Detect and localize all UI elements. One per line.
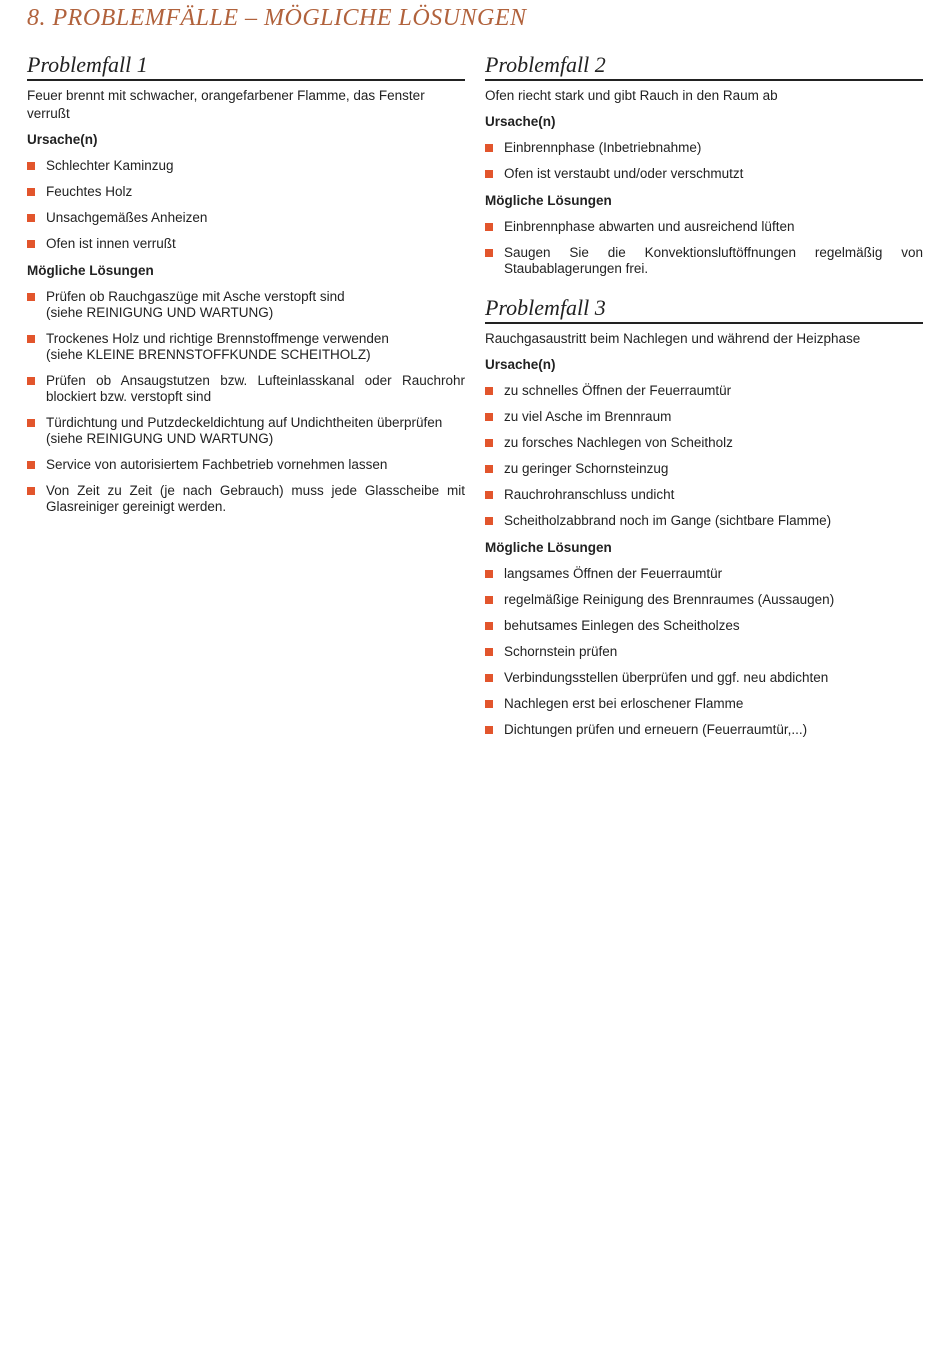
section-label: Ursache(n) (485, 114, 556, 129)
list-item-text: Dichtungen prüfen und erneuern (Feuerraumtür,...) (504, 722, 808, 737)
square-bullet-icon (485, 491, 493, 499)
list-item-text: zu geringer Schornsteinzug (504, 461, 669, 476)
square-bullet-icon (27, 487, 35, 495)
square-bullet-icon (27, 377, 35, 385)
list-item-text: Schornstein prüfen (504, 644, 618, 659)
list-item-text: Prüfen ob Ansaugstutzen bzw. Lufteinlasskanal oder Rauchrohr blockiert bzw. verstopft sind (46, 373, 465, 404)
list-item (485, 670, 923, 686)
list-item (485, 166, 923, 182)
list-item (485, 245, 923, 277)
list-item-text: langsames Öffnen der Feuerraumtür (504, 566, 723, 581)
list-item (485, 618, 923, 634)
square-bullet-icon (485, 170, 493, 178)
list-item (27, 289, 465, 321)
list-item-text: behutsames Einlegen des Scheitholzes (504, 618, 740, 633)
case-description: Ofen riecht stark und gibt Rauch in den Raum ab (485, 88, 778, 103)
square-bullet-icon (27, 293, 35, 301)
square-bullet-icon (27, 188, 35, 196)
item-list (27, 158, 465, 252)
list-item-text: Saugen Sie die Konvektionsluftöffnungen regelmäßig von Staubablagerungen frei. (504, 245, 923, 276)
section-label: Mögliche Lösungen (27, 263, 154, 278)
list-item (485, 644, 923, 660)
square-bullet-icon (485, 700, 493, 708)
item-list (485, 566, 923, 738)
list-item (27, 184, 465, 200)
list-item-text: Einbrennphase abwarten und ausreichend lüften (504, 219, 795, 234)
problem-case (27, 52, 465, 515)
list-item-text: Ofen ist verstaubt und/oder verschmutzt (504, 166, 744, 181)
item-list (485, 383, 923, 529)
list-item-text: Nachlegen erst bei erloschener Flamme (504, 696, 744, 711)
list-item-text: Prüfen ob Rauchgaszüge mit Asche verstopft sind (siehe REINIGUNG UND WARTUNG) (46, 289, 345, 320)
list-item (485, 219, 923, 235)
list-item (27, 457, 465, 473)
list-item (27, 158, 465, 174)
square-bullet-icon (27, 419, 35, 427)
list-item (485, 409, 923, 425)
list-item (27, 210, 465, 226)
list-item-text: Rauchrohranschluss undicht (504, 487, 675, 502)
list-item (485, 383, 923, 399)
list-item-text: Feuchtes Holz (46, 184, 133, 199)
list-item (27, 236, 465, 252)
square-bullet-icon (485, 249, 493, 257)
square-bullet-icon (485, 413, 493, 421)
right-column (485, 52, 923, 756)
square-bullet-icon (485, 439, 493, 447)
page-title: 8. PROBLEMFÄLLE – MÖGLICHE LÖSUNGEN (27, 5, 527, 31)
list-item-text: Scheitholzabbrand noch im Gange (sichtbare Flamme) (504, 513, 832, 528)
square-bullet-icon (27, 162, 35, 170)
list-item-text: Türdichtung und Putzdeckeldichtung auf Undichtheiten überprüfen (siehe REINIGUNG UND WARTUNG) (46, 415, 443, 446)
square-bullet-icon (485, 223, 493, 231)
square-bullet-icon (485, 726, 493, 734)
list-item (485, 461, 923, 477)
problem-case (485, 295, 923, 738)
square-bullet-icon (485, 387, 493, 395)
list-item-text: Service von autorisiertem Fachbetrieb vornehmen lassen (46, 457, 388, 472)
list-item-text: Von Zeit zu Zeit (je nach Gebrauch) muss jede Glasscheibe mit Glasreiniger gereinigt werden. (46, 483, 465, 514)
case-heading: Problemfall 2 (485, 52, 923, 81)
list-item-text: Schlechter Kaminzug (46, 158, 174, 173)
list-item (27, 373, 465, 405)
list-item (485, 140, 923, 156)
list-item-text: Unsachgemäßes Anheizen (46, 210, 208, 225)
case-heading: Problemfall 3 (485, 295, 923, 324)
square-bullet-icon (485, 596, 493, 604)
list-item (485, 435, 923, 451)
case-description: Feuer brennt mit schwacher, orangefarbener Flamme, das Fenster verrußt (27, 88, 425, 121)
section-label: Ursache(n) (485, 357, 556, 372)
list-item-text: zu schnelles Öffnen der Feuerraumtür (504, 383, 732, 398)
case-heading: Problemfall 1 (27, 52, 465, 81)
list-item-text: regelmäßige Reinigung des Brennraumes (Aussaugen) (504, 592, 835, 607)
list-item-text: Ofen ist innen verrußt (46, 236, 176, 251)
left-column (27, 52, 465, 533)
problem-case (485, 52, 923, 277)
square-bullet-icon (27, 214, 35, 222)
list-item (27, 415, 465, 447)
item-list (27, 289, 465, 515)
list-item (485, 513, 923, 529)
square-bullet-icon (485, 465, 493, 473)
list-item (485, 722, 923, 738)
list-item-text: zu viel Asche im Brennraum (504, 409, 672, 424)
section-label: Ursache(n) (27, 132, 98, 147)
square-bullet-icon (27, 461, 35, 469)
list-item (485, 566, 923, 582)
list-item-text: Einbrennphase (Inbetriebnahme) (504, 140, 702, 155)
list-item (485, 487, 923, 503)
item-list (485, 140, 923, 182)
section-label: Mögliche Lösungen (485, 540, 612, 555)
square-bullet-icon (485, 517, 493, 525)
item-list (485, 219, 923, 277)
list-item (485, 592, 923, 608)
square-bullet-icon (485, 674, 493, 682)
list-item (27, 483, 465, 515)
list-item (27, 331, 465, 363)
square-bullet-icon (485, 570, 493, 578)
square-bullet-icon (27, 335, 35, 343)
list-item (485, 696, 923, 712)
square-bullet-icon (27, 240, 35, 248)
list-item-text: Trockenes Holz und richtige Brennstoffmenge verwenden (siehe KLEINE BRENNSTOFFKUNDE SCHEITHOLZ) (46, 331, 389, 362)
list-item-text: zu forsches Nachlegen von Scheitholz (504, 435, 733, 450)
square-bullet-icon (485, 648, 493, 656)
case-description: Rauchgasaustritt beim Nachlegen und während der Heizphase (485, 331, 861, 346)
square-bullet-icon (485, 622, 493, 630)
square-bullet-icon (485, 144, 493, 152)
list-item-text: Verbindungsstellen überprüfen und ggf. neu abdichten (504, 670, 829, 685)
section-label: Mögliche Lösungen (485, 193, 612, 208)
